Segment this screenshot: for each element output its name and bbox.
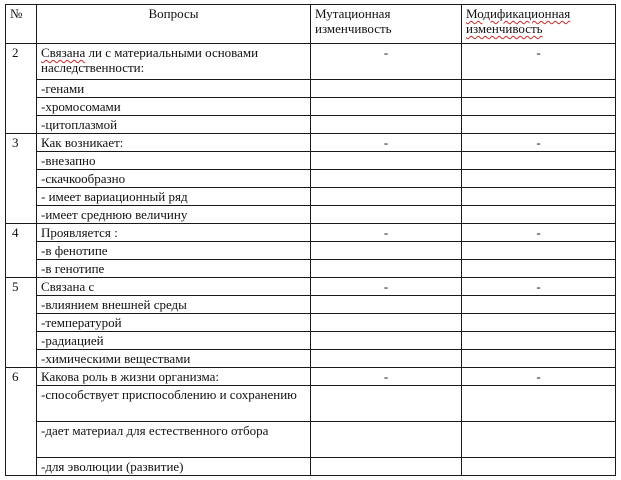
question-number: 6 (6, 368, 37, 476)
mutational-answer-cell (311, 98, 462, 116)
modification-answer-cell (462, 80, 616, 98)
mutational-answer-cell (311, 170, 462, 188)
table-row (6, 296, 616, 314)
modification-answer-cell (462, 296, 616, 314)
mutational-answer-cell (311, 314, 462, 332)
table-row (6, 170, 616, 188)
modification-answer-cell (462, 206, 616, 224)
table-row (6, 260, 616, 278)
header-modification (462, 5, 616, 44)
question-number: 3 (6, 134, 37, 224)
mutational-answer-cell: - (311, 44, 462, 80)
table-header-row (6, 5, 616, 44)
modification-answer-cell: - (462, 134, 616, 152)
modification-answer-cell (462, 350, 616, 368)
table-row (6, 350, 616, 368)
mutational-answer-cell (311, 386, 462, 422)
header-modification-text: Модификационная изменчивость (466, 6, 571, 36)
mutational-answer-cell (311, 458, 462, 476)
option-cell: -для эволюции (развитие) (37, 458, 311, 476)
mutational-answer-cell: - (311, 134, 462, 152)
option-cell: -внезапно (37, 152, 311, 170)
option-cell: -цитоплазмой (37, 116, 311, 134)
option-cell: -способствует приспособлению и сохранению (37, 386, 311, 422)
modification-answer-cell: - (462, 224, 616, 242)
modification-answer-cell (462, 260, 616, 278)
modification-answer-cell: - (462, 44, 616, 80)
table-row (6, 224, 616, 242)
option-cell: -влиянием внешней среды (37, 296, 311, 314)
table-row (6, 80, 616, 98)
modification-answer-cell (462, 242, 616, 260)
mutational-answer-cell: - (311, 368, 462, 386)
table-row (6, 242, 616, 260)
option-cell: -радиацией (37, 332, 311, 350)
mutational-answer-cell (311, 152, 462, 170)
modification-answer-cell (462, 422, 616, 458)
question-number: 2 (6, 44, 37, 134)
option-cell: -генами (37, 80, 311, 98)
mutational-answer-cell (311, 260, 462, 278)
question-number: 5 (6, 278, 37, 368)
modification-answer-cell (462, 188, 616, 206)
option-cell: -дает материал для естественного отбора (37, 422, 311, 458)
mutational-answer-cell: - (311, 224, 462, 242)
table-row (6, 44, 616, 80)
option-cell: -температурой (37, 314, 311, 332)
modification-answer-cell (462, 116, 616, 134)
modification-answer-cell (462, 170, 616, 188)
question-cell: Связана с (37, 278, 311, 296)
table-row (6, 206, 616, 224)
mutational-answer-cell (311, 80, 462, 98)
table-row (6, 278, 616, 296)
table-row (6, 152, 616, 170)
table-row (6, 332, 616, 350)
table-row (6, 386, 616, 422)
option-cell: -хромосомами (37, 98, 311, 116)
option-cell: -химическими веществами (37, 350, 311, 368)
mutational-answer-cell (311, 242, 462, 260)
option-cell: -имеет среднюю величину (37, 206, 311, 224)
question-cell: Какова роль в жизни организма: (37, 368, 311, 386)
option-cell: -в фенотипе (37, 242, 311, 260)
mutational-answer-cell: - (311, 278, 462, 296)
modification-answer-cell (462, 152, 616, 170)
mutational-answer-cell (311, 188, 462, 206)
question-cell: Проявляется : (37, 224, 311, 242)
comparison-table (5, 4, 616, 476)
modification-answer-cell (462, 98, 616, 116)
question-text-flagged-word: Связана (41, 45, 86, 60)
mutational-answer-cell (311, 206, 462, 224)
modification-answer-cell (462, 386, 616, 422)
header-num: № (6, 5, 37, 44)
mutational-answer-cell (311, 422, 462, 458)
table-row (6, 368, 616, 386)
table-row (6, 116, 616, 134)
mutational-answer-cell (311, 332, 462, 350)
header-questions: Вопросы (37, 5, 311, 44)
table-row (6, 98, 616, 116)
modification-answer-cell (462, 314, 616, 332)
modification-answer-cell (462, 332, 616, 350)
header-mutational: Мутационная изменчивость (311, 5, 462, 44)
question-text-rest: ли с материальными основами наследственности: (41, 45, 259, 75)
option-cell: -в генотипе (37, 260, 311, 278)
modification-answer-cell: - (462, 278, 616, 296)
table-row (6, 314, 616, 332)
mutational-answer-cell (311, 350, 462, 368)
mutational-answer-cell (311, 296, 462, 314)
option-cell: -скачкообразно (37, 170, 311, 188)
modification-answer-cell (462, 458, 616, 476)
table-row (6, 458, 616, 476)
mutational-answer-cell (311, 116, 462, 134)
question-cell: Как возникает: (37, 134, 311, 152)
table-row (6, 188, 616, 206)
option-cell: - имеет вариационный ряд (37, 188, 311, 206)
modification-answer-cell: - (462, 368, 616, 386)
table-row (6, 422, 616, 458)
question-number: 4 (6, 224, 37, 278)
question-cell (37, 44, 311, 80)
table-row (6, 134, 616, 152)
